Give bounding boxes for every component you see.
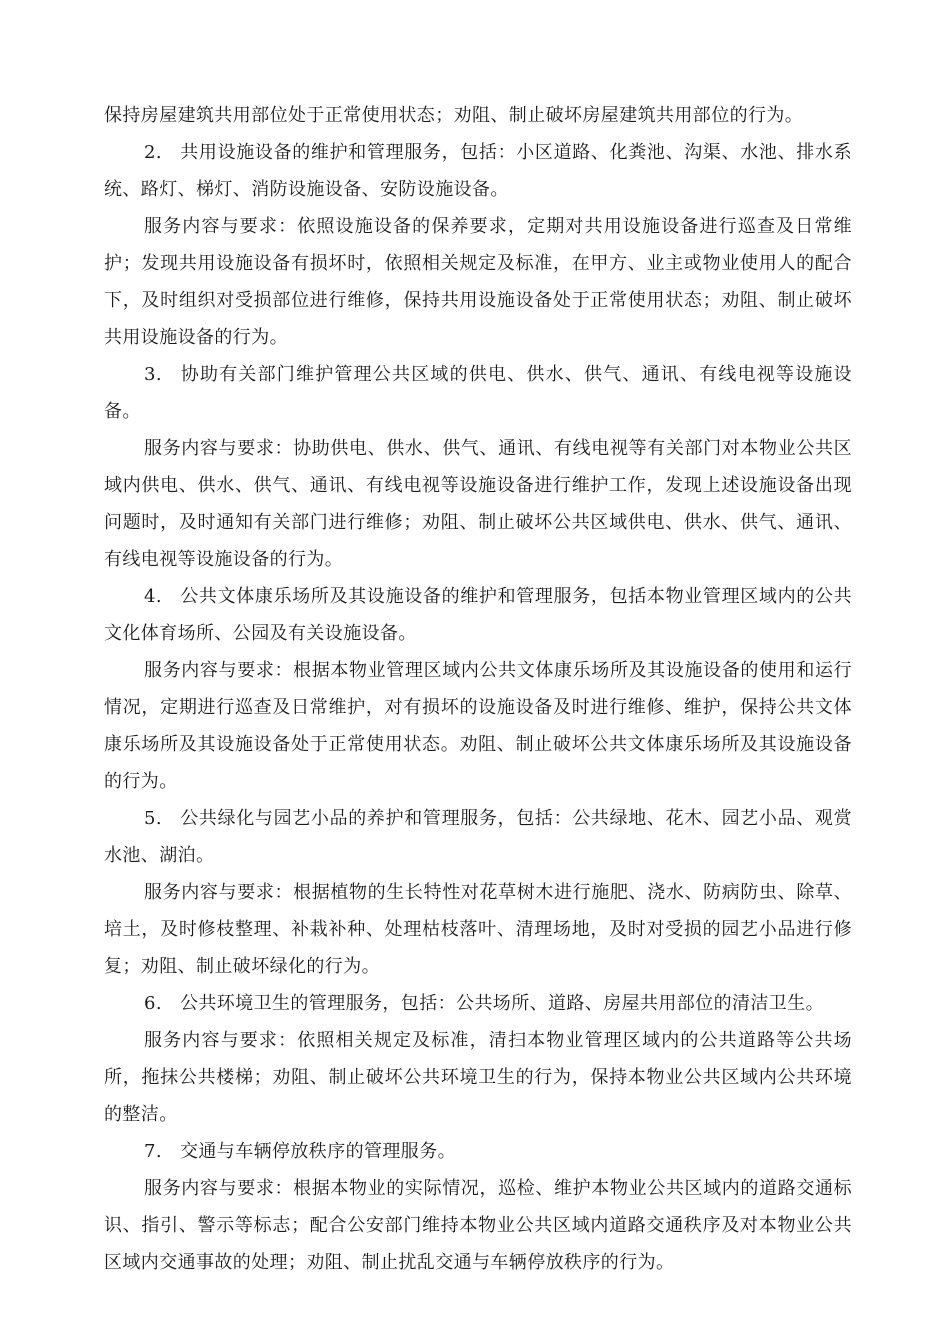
requirement-paragraph [104, 652, 852, 800]
paragraph-continuation [104, 97, 852, 134]
paragraph-text: 服务内容与要求：根据植物的生长特性对花草树木进行施肥、浇水、防病防虫、除草、培土，及时修枝整理、补栽补种、处理枯枝落叶、清理场地，及时对受损的园艺小品进行修复；劝阻、制止破坏绿化的行为。 [104, 882, 852, 977]
item-number: 4. [144, 586, 162, 607]
item-text: 协助有关部门维护管理公共区域的供电、供水、供气、通讯、有线电视等设施设备。 [104, 364, 852, 422]
item-number: 7. [144, 1141, 162, 1162]
list-item-5 [104, 800, 852, 874]
list-item-3 [104, 356, 852, 430]
paragraph-text: 服务内容与要求：根据本物业的实际情况，巡检、维护本物业公共区域内的道路交通标识、指引、警示等标志；配合公安部门维持本物业公共区域内道路交通秩序及对本物业公共区域内交通事故的处理；劝阻、制止扰乱交通与车辆停放秩序的行为。 [104, 1178, 852, 1273]
list-item-2 [104, 134, 852, 208]
paragraph-text: 服务内容与要求：依照相关规定及标准，清扫本物业管理区域内的公共道路等公共场所，拖抹公共楼梯；劝阻、制止破坏公共环境卫生的行为，保持本物业公共区域内公共环境的整洁。 [104, 1030, 852, 1125]
requirement-paragraph [104, 1022, 852, 1133]
requirement-paragraph [104, 1170, 852, 1281]
item-number: 2. [144, 142, 162, 163]
item-text: 公共环境卫生的管理服务，包括：公共场所、道路、房屋共用部位的清洁卫生。 [180, 993, 824, 1014]
document-body [104, 97, 852, 1281]
list-item-4 [104, 578, 852, 652]
requirement-paragraph [104, 208, 852, 356]
item-number: 5. [144, 808, 162, 829]
requirement-paragraph [104, 874, 852, 985]
requirement-paragraph [104, 430, 852, 578]
item-number: 3. [144, 364, 162, 385]
paragraph-text: 服务内容与要求：依照设施设备的保养要求，定期对共用设施设备进行巡查及日常维护；发现共用设施设备有损坏时，依照相关规定及标准，在甲方、业主或物业使用人的配合下，及时组织对受损部位进行维修，保持共用设施设备处于正常使用状态；劝阻、制止破坏共用设施设备的行为。 [104, 216, 852, 348]
item-text: 交通与车辆停放秩序的管理服务。 [180, 1141, 456, 1162]
paragraph-text: 服务内容与要求：协助供电、供水、供气、通讯、有线电视等有关部门对本物业公共区域内供电、供水、供气、通讯、有线电视等设施设备进行维护工作，发现上述设施设备出现问题时，及时通知有关部门进行维修；劝阻、制止破坏公共区域供电、供水、供气、通讯、有线电视等设施设备的行为。 [104, 438, 852, 570]
list-item-6 [104, 985, 852, 1022]
item-text: 公共绿化与园艺小品的养护和管理服务，包括：公共绿地、花木、园艺小品、观赏水池、湖泊。 [104, 808, 852, 866]
paragraph-text: 服务内容与要求：根据本物业管理区域内公共文体康乐场所及其设施设备的使用和运行情况，定期进行巡查及日常维护，对有损坏的设施设备及时进行维修、维护，保持公共文体康乐场所及其设施设备处于正常使用状态。劝阻、制止破坏公共文体康乐场所及其设施设备的行为。 [104, 660, 852, 792]
list-item-7 [104, 1133, 852, 1170]
item-number: 6. [144, 993, 162, 1014]
paragraph-text: 保持房屋建筑共用部位处于正常使用状态；劝阻、制止破坏房屋建筑共用部位的行为。 [104, 105, 804, 126]
item-text: 公共文体康乐场所及其设施设备的维护和管理服务，包括本物业管理区域内的公共文化体育场所、公园及有关设施设备。 [104, 586, 852, 644]
item-text: 共用设施设备的维护和管理服务，包括：小区道路、化粪池、沟渠、水池、排水系统、路灯、梯灯、消防设施设备、安防设施设备。 [104, 142, 852, 200]
